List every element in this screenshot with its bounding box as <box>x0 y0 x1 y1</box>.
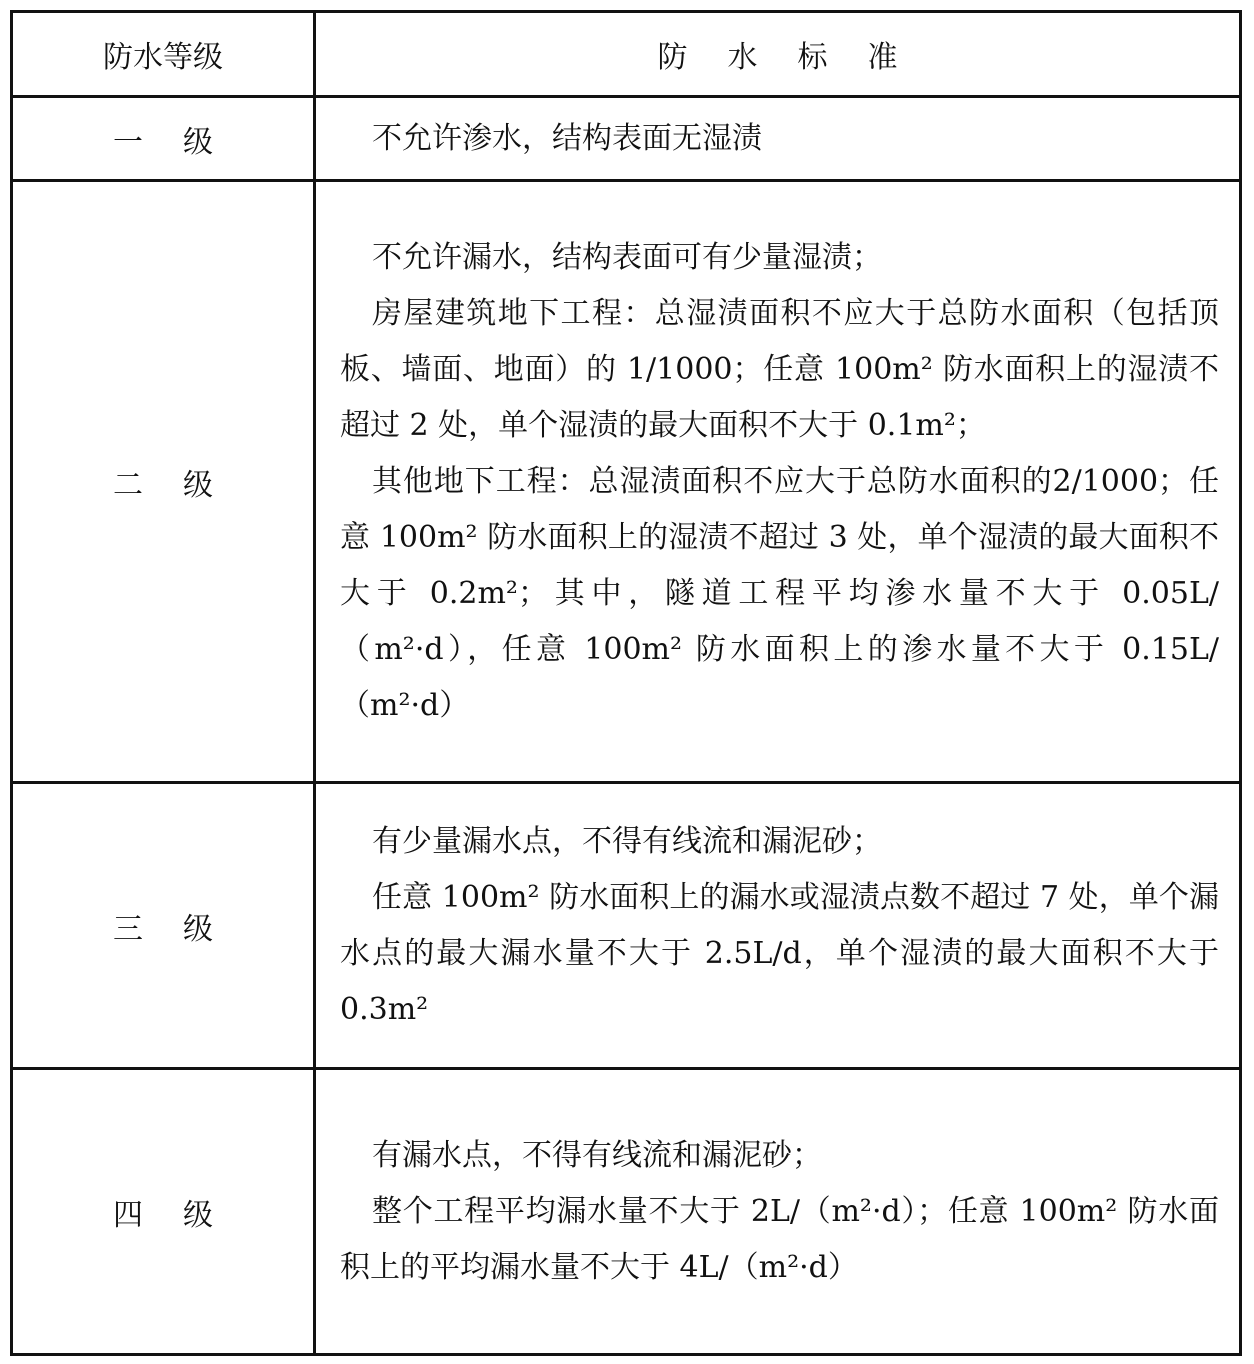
standard-paragraph: 有漏水点，不得有线流和漏泥砂； <box>372 1137 822 1173</box>
standard-cell <box>315 97 1241 181</box>
standard-cell <box>315 1069 1241 1355</box>
grade-cell <box>12 1069 315 1355</box>
grade-label: 二级 <box>113 467 253 503</box>
standard-paragraph: 有少量漏水点，不得有线流和漏泥砂； <box>372 823 882 859</box>
standard-cell <box>315 783 1241 1069</box>
grade-label: 三级 <box>113 911 253 947</box>
header-standard <box>315 12 1241 97</box>
table-row <box>12 97 1241 181</box>
grade-cell <box>12 97 315 181</box>
standard-paragraph: 整个工程平均漏水量不大于 2L/（m²·d）；任意 100m² 防水面积上的平均漏水量不大于 4L/（m²·d） <box>340 1193 1219 1285</box>
grade-label: 四级 <box>113 1197 253 1233</box>
standard-paragraph: 任意 100m² 防水面积上的漏水或湿渍点数不超过 7 处，单个漏水点的最大漏水量不大于 2.5L/d，单个湿渍的最大面积不大于 0.3m² <box>340 879 1219 1027</box>
table-row <box>12 783 1241 1069</box>
header-grade <box>12 12 315 97</box>
header-standard-label: 防水标准 <box>657 40 938 75</box>
grade-label: 一级 <box>113 124 253 160</box>
waterproof-grade-table <box>10 10 1242 1356</box>
standard-paragraph: 不允许漏水，结构表面可有少量湿渍； <box>372 239 882 275</box>
standard-cell <box>315 181 1241 783</box>
standard-paragraph: 不允许渗水，结构表面无湿渍 <box>372 120 762 156</box>
grade-cell <box>12 783 315 1069</box>
table-row <box>12 181 1241 783</box>
header-grade-label: 防水等级 <box>103 40 223 75</box>
grade-cell <box>12 181 315 783</box>
standard-paragraph: 房屋建筑地下工程：总湿渍面积不应大于总防水面积（包括顶板、墙面、地面）的 1/1000；任意 100m² 防水面积上的湿渍不超过 2 处，单个湿渍的最大面积不大于 0.1m²； <box>340 295 1219 443</box>
standard-paragraph: 其他地下工程：总湿渍面积不应大于总防水面积的2/1000；任意 100m² 防水面积上的湿渍不超过 3 处，单个湿渍的最大面积不大于 0.2m²；其中，隧道工程平均渗水量不大于 0.05L/（m²·d），任意 100m² 防水面积上的渗水量不大于 0.15L/（m²·d） <box>340 463 1219 723</box>
table-row <box>12 1069 1241 1355</box>
table-header-row <box>12 12 1241 97</box>
